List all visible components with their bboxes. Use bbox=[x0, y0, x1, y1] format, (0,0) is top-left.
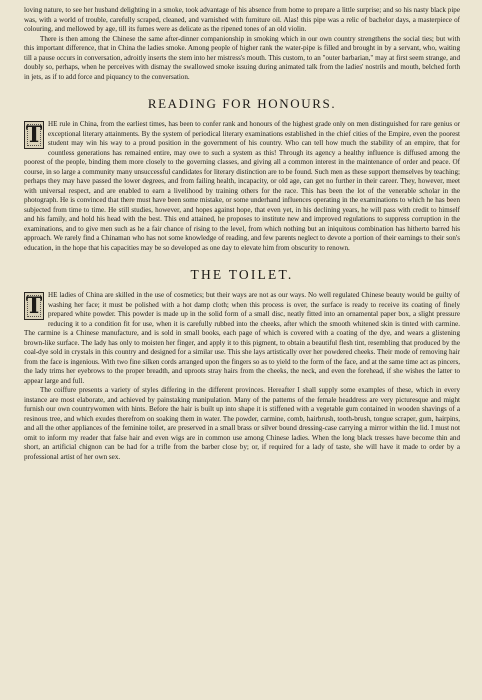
section1-body: HE rule in China, from the earliest times, has been to confer rank and honours of the highest grade only on men distinguished for rare genius or exceptional literary attainments. By the system of periodical literary examinations established in the chief cities of the Empire, even the poorest student may win his way to a proud position in the government of his country. Who can tell how much the stability of an empire, that for countless generations has remained entire, may owe to such a system as this! Through its agency a healthy influence is diffused among the poorest of the people, binding them more closely to the governing classes, and giving all a common interest in the maintenance of order and peace. Of course, in so large a community many unsuccessful candidates for literary distinction are to be found. Such men as these support themselves by teaching; perhaps they may have passed the lower degrees, and from failing health, incapacity, or old age, can get no further in their career. They, however, meet with universal respect, and are enabled to earn a livelihood by training others for the race. This has been the lot of the venerable scholar in the photograph. He is convinced that there must have been some mistake, or some underhand influences operating in the examinations to which he has been subjected from time to time. He still studies, however, and hopes against hope, that even yet, in his declining years, he will pass with credit to himself and his family, and hold his head with the best. This end attained, he proposes to institute new and improved regulations to suppress corruption in the examinations, and to give men such as he a fair chance of rising to the level, from which nothing but an iniquitous combination has hitherto barred his approach. We rarely find a Chinaman who has not some knowledge of reading, and few parents neglect to devote a portion of their earnings to their son's education, in the hope that his capacities may be so developed as one day to elevate him from obscurity to renown. bbox=[24, 120, 460, 252]
ornamental-dropcap bbox=[24, 292, 44, 320]
section2-paragraph-2: The coiffure presents a variety of styles differing in the different provinces. Hereafter I shall supply some examples of these, which in every instance are most elaborate, and achieved by painstaking manipulation. Many of the patterns of the female headdress are very picturesque and might furnish our own countrywomen with hints. Before the hair is built up into shape it is stiffened with a vegetable gum contained in wooden shavings of a resinous tree, and which exudes therefrom on soaking them in water. The powder, carmine, comb, hairbrush, tooth-brush, tongue scraper, gum, hairpins, and all the other appliances of the feminine toilet, are preserved in a small brass or silver bound dressing-case carrying a mirror within the lid. I must not omit to inform my reader that false hair and even wigs are in common use among Chinese ladies. When the long black tresses have become thin and short, an artificial chignon can be had for a trifle from the barber close by; or, if required for a lady of taste, she will have it made to order by a professional artist of her own sex. bbox=[24, 386, 460, 461]
ornamental-dropcap bbox=[24, 121, 44, 149]
dropcap-letter: T bbox=[25, 122, 43, 148]
top-paragraph-2: There is then among the Chinese the same after-dinner companionship in smoking which in our own country strengthens the social ties; but with this important difference, that in China the ladies smoke. Among people of higher rank the water-pipe is filled and brought in by a servant, who, waiting till a pause occurs in conversation, adroitly inserts the stem into her mistress's mouth. This custom, to an "outer barbarian," may at first seem strange, and doubly so, perhaps, when he perceives with dismay the swallowed smoke issuing during animated talk from the ladies' nostrils and mouth, belched forth in jets, as if to add force and piquancy to the conversation. bbox=[24, 34, 460, 81]
section-reading-for-honours bbox=[24, 120, 460, 253]
section-heading-reading-for-honours: READING FOR HONOURS. bbox=[147, 96, 337, 111]
top-paragraph-1: loving nature, to see her husband delighting in a smoke, took advantage of his absence from home to prepare a little surprise; and so his nasty black pipe was, with a world of trouble, carefully scraped, cleaned, and varnished with furniture oil. Alas! this pipe was a relic of bachelor days, a masterpiece of colouring, and mellowed by age, till its fumes were as delicate as the ripened tones of an old violin. bbox=[24, 6, 460, 33]
section-heading-the-toilet: THE TOILET. bbox=[190, 267, 294, 282]
dropcap-letter: T bbox=[25, 293, 43, 319]
section-the-toilet bbox=[24, 291, 460, 462]
section2-body: HE ladies of China are skilled in the use of cosmetics; but their ways are not as our ways. No well regulated Chinese beauty would be guilty of washing her face; it must be polished with a hot damp cloth; when this process is over, the surface is ready to receive its coating of finely prepared white powder. This powder is made up in the solid form of a small disc, neatly fitted into an ornamental paper box, a slight pressure reducing it to a condition fit for use, when it is carefully rubbed into the cheeks, after which the smooth whitened skin is tinted with carmine. The carmine is a Chinese manufacture, and is sold in small books, each page of which is covered with a coating of the dye, and wears a glistening brown-like surface. The lady has only to moisten her finger, and apply it to this pigment, to obtain a beautiful flesh tint, resembling that produced by the coal-dye sold in crystals in this country and designed for a similar use. This she lays artistically over her powdered cheeks. Their mode of removing hair from the face is ingenious. With two fine silken cords arranged upon the fingers so as to yield to the form of the face, and at the same time act as pincers, the lady trims her eyebrows to the proper breadth, and uproots stray hairs from the cheeks, the neck, and even the forehead, if she wishes the latter to appear large and full. bbox=[24, 291, 460, 385]
